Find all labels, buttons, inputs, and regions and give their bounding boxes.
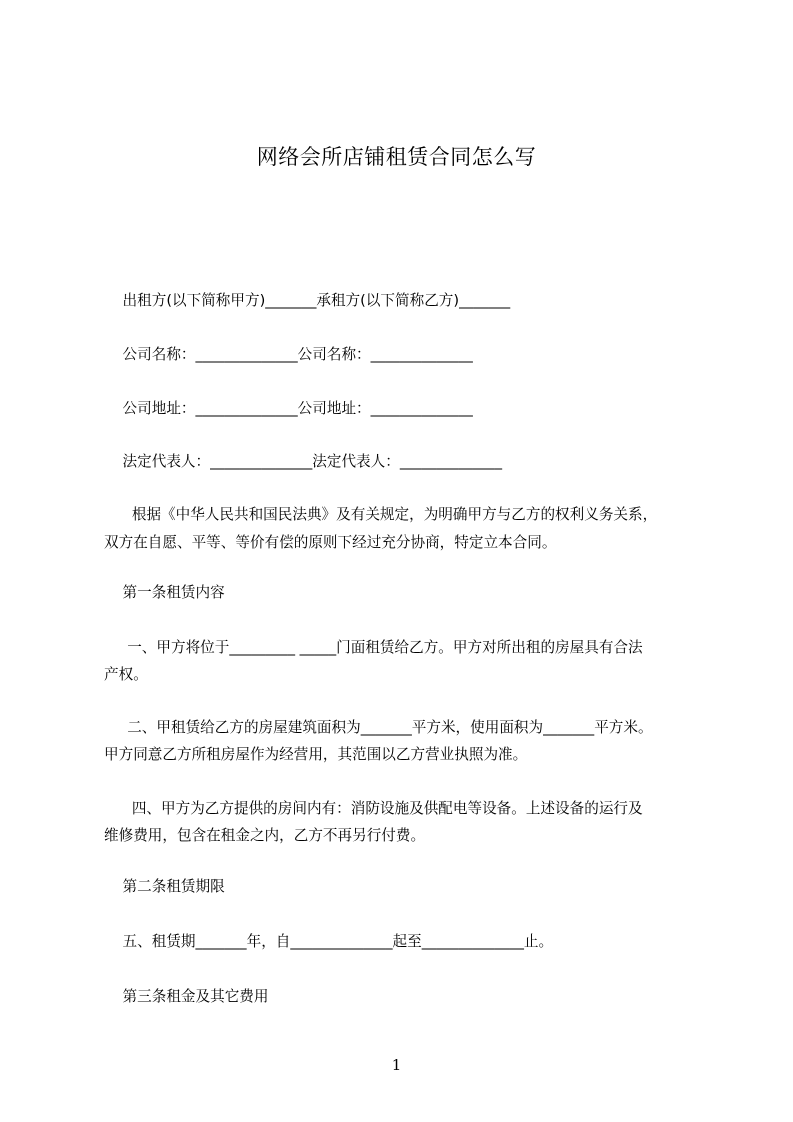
article-3-heading: 第三条租金及其它费用 [104,988,269,1005]
parties-lessor-lessee-line: 出租方(以下简称甲方)_______承租方(以下简称乙方)_______ [104,292,511,309]
document-title: 网络会所店铺租赁合同怎么写 [256,145,537,169]
article-1-item-2-line-1: 二、甲租赁给乙方的房屋建筑面积为_______平方米，使用面积为_______平方米。 [104,719,653,736]
page-number: 1 [391,1056,402,1074]
company-address-line: 公司地址：______________公司地址：______________ [104,400,473,417]
article-1-item-1-line-1: 一、甲方将位于_________ _____门面租赁给乙方。甲方对所出租的房屋具有合法 [104,639,643,656]
preamble-line-2: 双方在自愿、平等、等价有偿的原则下经过充分协商，特定立本合同。 [104,534,557,551]
article-1-item-4-line-1: 四、甲方为乙方提供的房间内有：消防设施及供配电等设备。上述设备的运行及 [104,800,643,817]
company-name-line: 公司名称：______________公司名称：______________ [104,346,473,363]
article-2-item-5: 五、租赁期_______年，自______________起至______________止。 [104,933,554,950]
legal-representative-line: 法定代表人：______________法定代表人：______________ [104,453,502,470]
preamble-line-1: 根据《中华人民共和国民法典》及有关规定，为明确甲方与乙方的权利义务关系， [104,506,658,523]
article-1-item-4-line-2: 维修费用，包含在租金之内，乙方不再另行付费。 [104,827,426,844]
article-1-heading: 第一条租赁内容 [104,584,225,601]
article-2-heading: 第二条租赁期限 [104,878,225,895]
article-1-item-1-line-2: 产权。 [104,666,148,683]
article-1-item-2-line-2: 甲方同意乙方所租房屋作为经营用，其范围以乙方营业执照为准。 [104,746,528,763]
